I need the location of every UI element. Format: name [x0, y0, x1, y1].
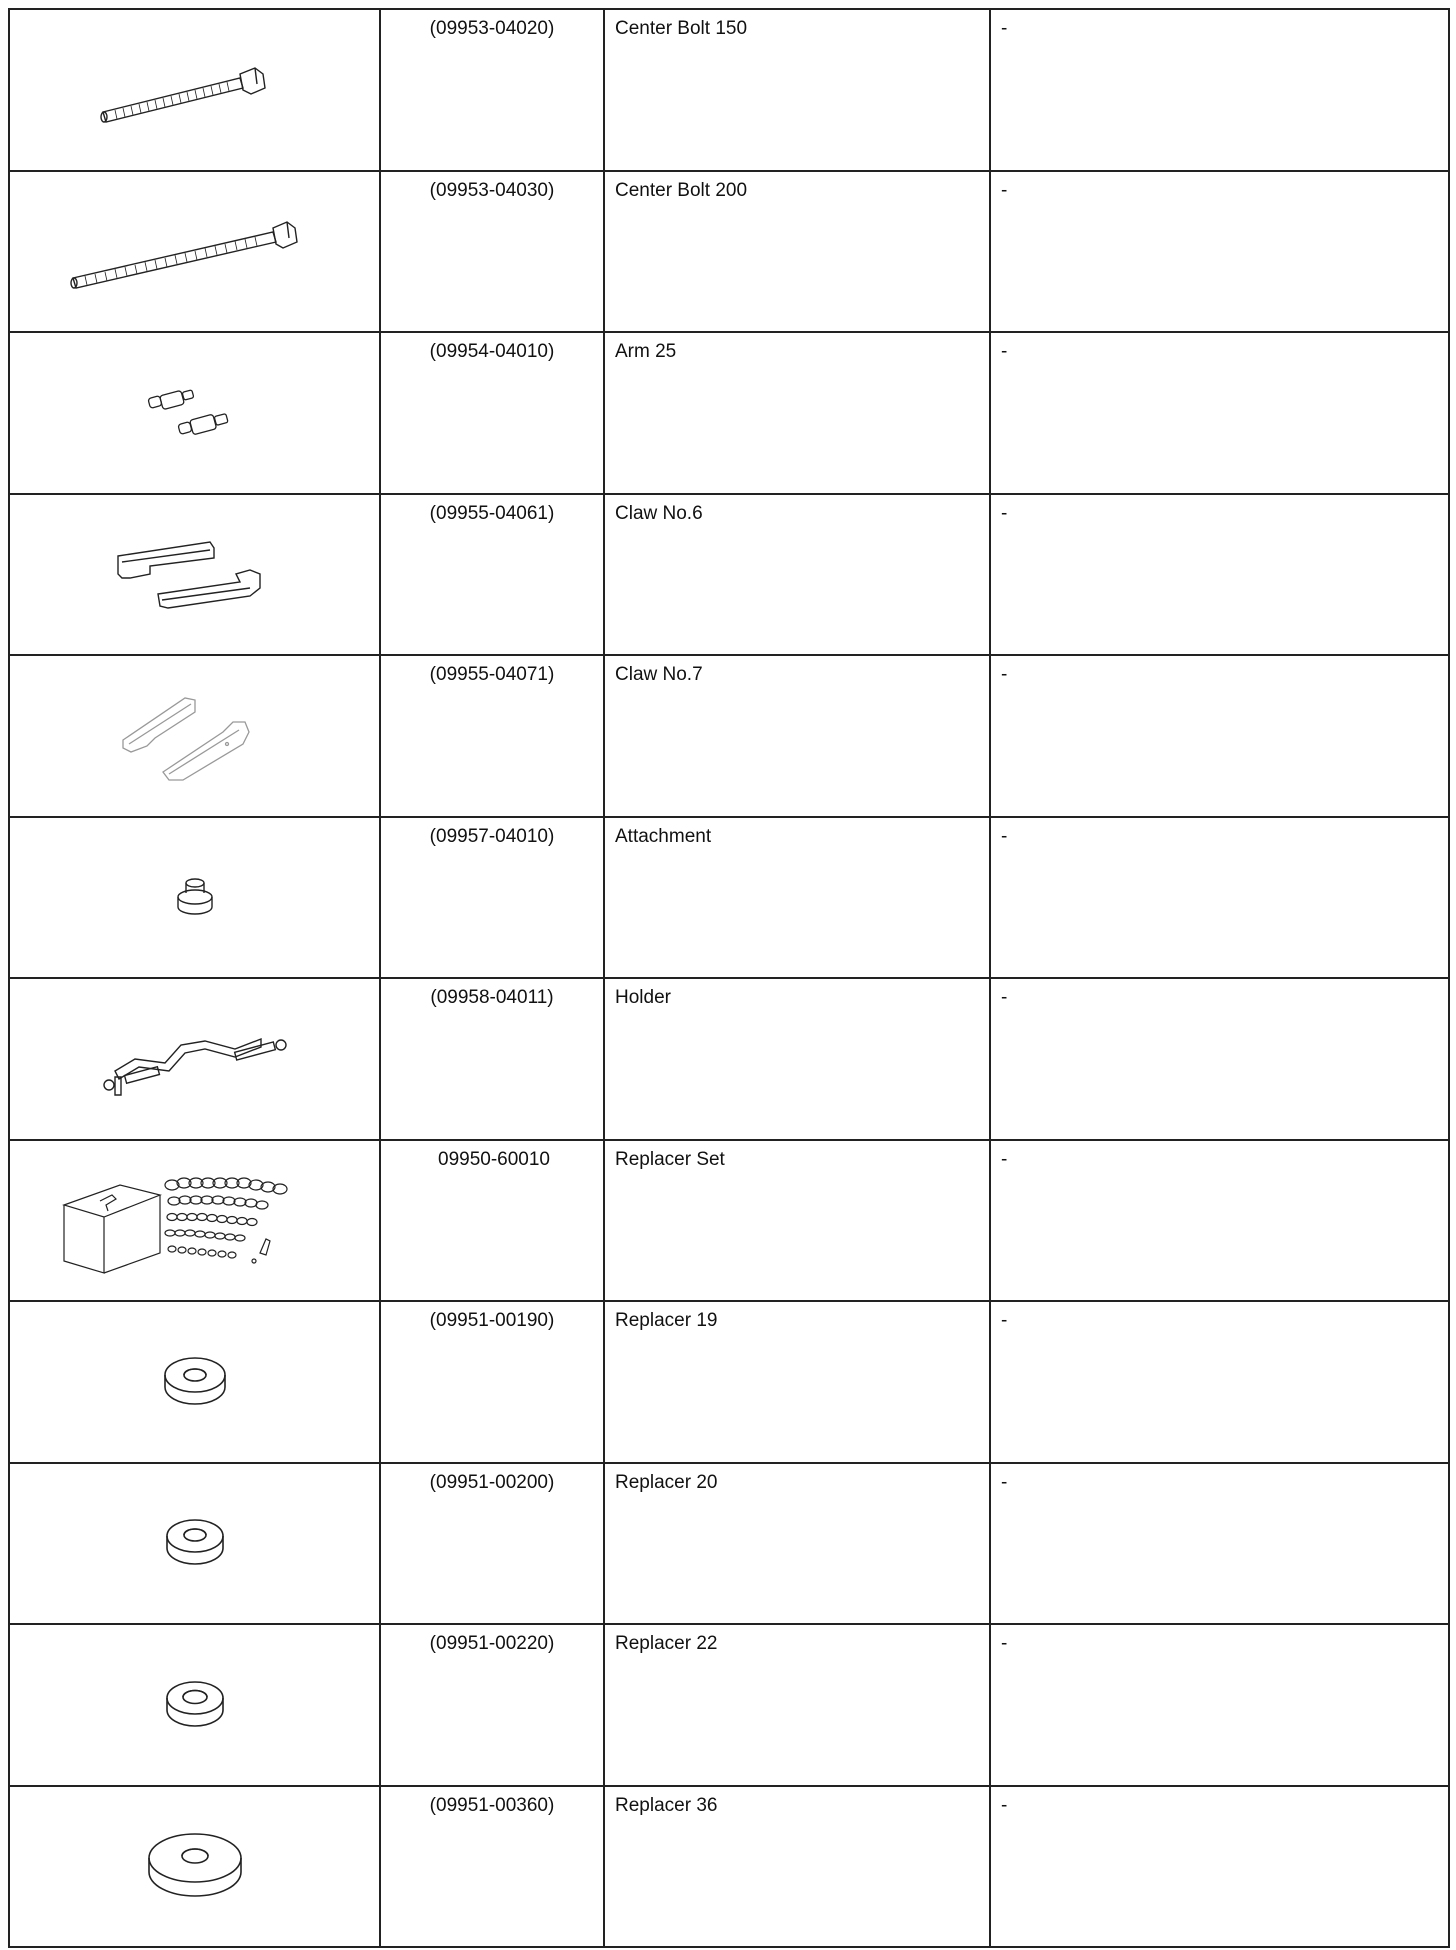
table-row: [9, 1463, 1449, 1625]
tool-name-cell: [604, 171, 990, 333]
note: -: [1001, 664, 1008, 685]
illustration-cell: [9, 817, 380, 979]
part-number: (09951-00190): [429, 1310, 555, 1331]
special-tools-table: [8, 8, 1450, 1948]
part-number-cell: [380, 978, 604, 1140]
part-number-cell: [380, 1463, 604, 1625]
tool-name: Claw No.7: [615, 664, 703, 685]
note-cell: [990, 494, 1449, 656]
tool-name: Holder: [615, 987, 671, 1008]
note-cell: [990, 817, 1449, 979]
part-number-cell: [380, 171, 604, 333]
note-cell: [990, 1140, 1449, 1302]
tool-name-cell: [604, 1140, 990, 1302]
table-row: [9, 1786, 1449, 1948]
table-row: [9, 655, 1449, 817]
note: -: [1001, 1310, 1008, 1331]
table-row: [9, 1624, 1449, 1786]
tool-name: Center Bolt 150: [615, 18, 748, 39]
part-number: (09955-04071): [429, 664, 555, 685]
tool-name: Claw No.6: [615, 502, 703, 524]
note: -: [1001, 179, 1008, 201]
table-row: [9, 494, 1449, 656]
note: -: [1001, 1633, 1008, 1654]
note: -: [1001, 825, 1008, 847]
part-number: (09951-00360): [429, 1794, 555, 1816]
note-cell: [990, 1786, 1449, 1948]
arm-25-icon: [145, 383, 245, 443]
part-number: (09957-04010): [429, 825, 555, 847]
tool-name-cell: [604, 817, 990, 979]
table-row: [9, 817, 1449, 979]
part-number: 09950-60010: [438, 1148, 550, 1170]
part-number-cell: [380, 1624, 604, 1786]
tool-name: Replacer 19: [615, 1310, 718, 1331]
part-number-cell: [380, 817, 604, 979]
part-number-cell: [380, 1786, 604, 1948]
center-bolt-200-icon: [65, 206, 325, 296]
part-number-cell: [380, 1140, 604, 1302]
part-number: (09953-04030): [429, 179, 555, 201]
part-number: (09958-04011): [430, 987, 554, 1008]
holder-icon: [85, 1019, 305, 1099]
attachment-icon: [165, 867, 225, 927]
tool-name-cell: [604, 1624, 990, 1786]
tool-name-cell: [604, 1786, 990, 1948]
table-row: [9, 332, 1449, 494]
illustration-cell: [9, 1463, 380, 1625]
note-cell: [990, 655, 1449, 817]
part-number-cell: [380, 655, 604, 817]
illustration-cell: [9, 494, 380, 656]
tool-name-cell: [604, 9, 990, 171]
claw-no7-icon: [115, 688, 275, 784]
illustration-cell: [9, 1786, 380, 1948]
claw-no6-icon: [110, 534, 280, 614]
table-row: [9, 9, 1449, 171]
tool-name-cell: [604, 332, 990, 494]
note: -: [1001, 987, 1008, 1008]
replacer-36-icon: [140, 1826, 250, 1906]
illustration-cell: [9, 655, 380, 817]
note-cell: [990, 1624, 1449, 1786]
part-number-cell: [380, 494, 604, 656]
center-bolt-150-icon: [95, 50, 295, 130]
note-cell: [990, 1301, 1449, 1463]
tool-name: Replacer 36: [615, 1794, 718, 1816]
illustration-cell: [9, 1624, 380, 1786]
note: -: [1001, 341, 1008, 362]
illustration-cell: [9, 332, 380, 494]
tool-name: Arm 25: [615, 341, 677, 362]
tool-name: Attachment: [615, 825, 712, 847]
note: -: [1001, 18, 1008, 39]
table-row: [9, 1140, 1449, 1302]
tool-name-cell: [604, 494, 990, 656]
illustration-cell: [9, 1301, 380, 1463]
illustration-cell: [9, 1140, 380, 1302]
illustration-cell: [9, 978, 380, 1140]
note-cell: [990, 9, 1449, 171]
part-number: (09951-00200): [429, 1471, 555, 1493]
part-number-cell: [380, 1301, 604, 1463]
tool-name: Replacer 22: [615, 1633, 718, 1654]
note-cell: [990, 171, 1449, 333]
replacer-set-icon: [60, 1165, 330, 1275]
note-cell: [990, 978, 1449, 1140]
note: -: [1001, 1148, 1008, 1170]
tool-name-cell: [604, 1301, 990, 1463]
tool-name-cell: [604, 655, 990, 817]
replacer-20-icon: [155, 1508, 235, 1578]
part-number-cell: [380, 9, 604, 171]
part-number-cell: [380, 332, 604, 494]
note: -: [1001, 1471, 1008, 1493]
tool-name: Replacer Set: [615, 1148, 725, 1170]
note: -: [1001, 1794, 1008, 1816]
illustration-cell: [9, 171, 380, 333]
note: -: [1001, 502, 1008, 524]
part-number: (09951-00220): [429, 1633, 555, 1654]
replacer-19-icon: [155, 1347, 235, 1417]
table-row: [9, 171, 1449, 333]
table-row: [9, 1301, 1449, 1463]
part-number: (09955-04061): [429, 502, 555, 524]
note-cell: [990, 332, 1449, 494]
table-row: [9, 978, 1449, 1140]
tool-name: Replacer 20: [615, 1471, 718, 1493]
part-number: (09953-04020): [429, 18, 555, 39]
tool-name-cell: [604, 978, 990, 1140]
note-cell: [990, 1463, 1449, 1625]
tool-name: Center Bolt 200: [615, 179, 748, 201]
tool-name-cell: [604, 1463, 990, 1625]
illustration-cell: [9, 9, 380, 171]
replacer-22-icon: [155, 1670, 235, 1740]
part-number: (09954-04010): [429, 341, 555, 362]
